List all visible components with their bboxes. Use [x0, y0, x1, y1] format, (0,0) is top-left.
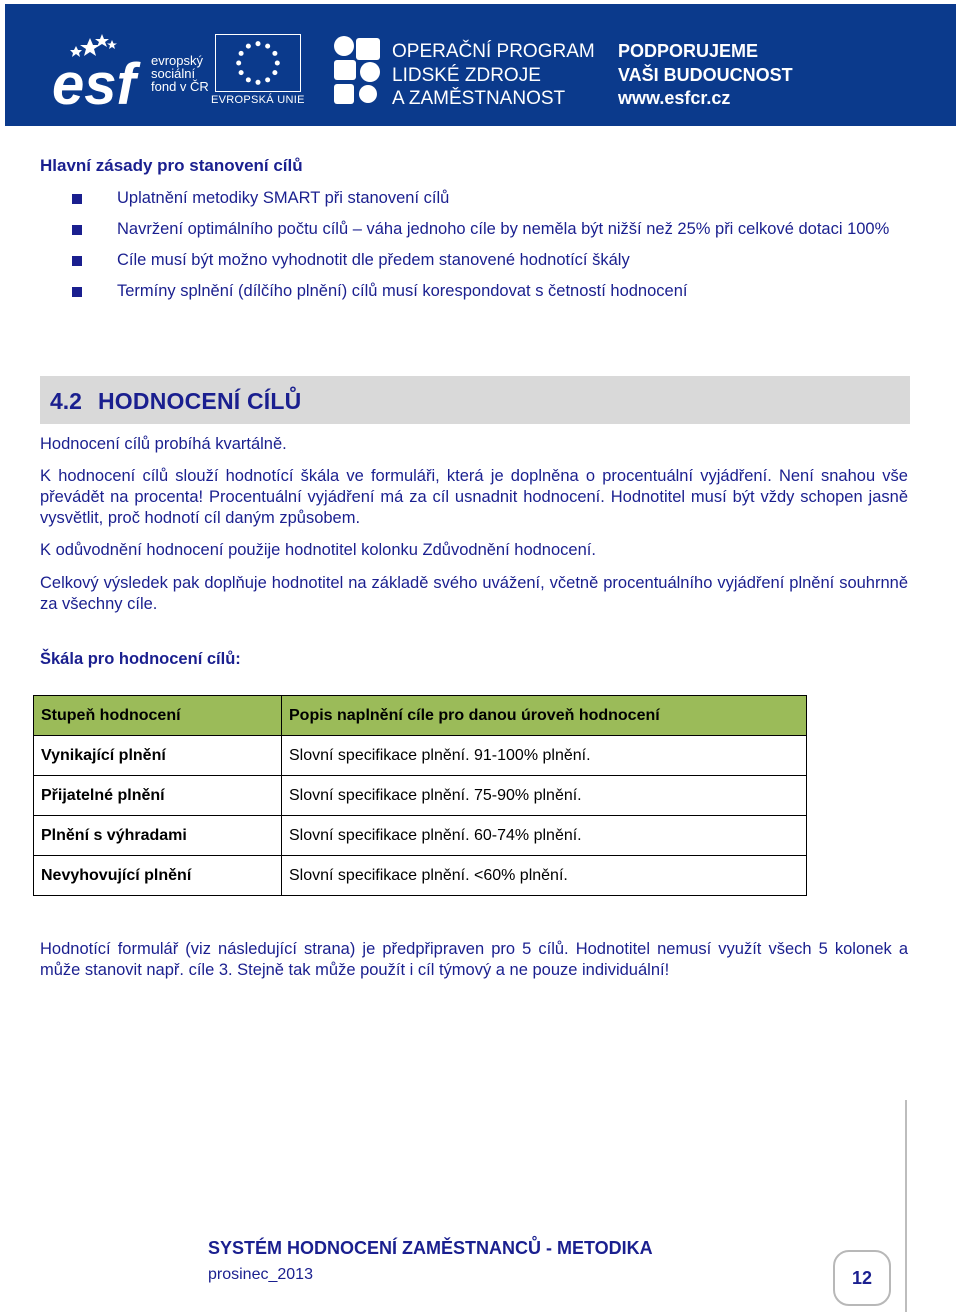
table-header-row	[34, 696, 807, 736]
table-cell: Nevyhovující plnění	[34, 856, 282, 896]
footer-title: SYSTÉM HODNOCENÍ ZAMĚSTNANCŮ - METODIKA	[208, 1238, 653, 1258]
paragraph: Hodnocení cílů probíhá kvartálně.	[40, 435, 287, 453]
list-item: Termíny splnění (dílčího plnění) cílů musí korespondovat s četností hodnocení	[70, 281, 910, 302]
bullet-square-icon	[72, 256, 82, 266]
section-title: HODNOCENÍ CÍLŮ	[98, 388, 302, 414]
table-cell: Vynikající plnění	[34, 736, 282, 776]
paragraph: Celkový výsledek pak doplňuje hodnotitel na základě svého uvážení, včetně procentuálního vyjádření plnění souhrnně za všechny cíle.	[40, 574, 908, 613]
table-cell: Slovní specifikace plnění. 60-74% plnění.	[282, 816, 807, 856]
page-number-badge	[833, 1250, 891, 1306]
paragraph: K hodnocení cílů slouží hodnotící škála ve formuláři, která je doplněna o procentuální vyjádření. Není snahou vše převádět na procenta! Procentuální vyjádření má za cíl usnadnit hodnocení. Hodnotitel musí být vždy schopen jasně vysvětlit, proč hodnotí cíl daným způsobem.	[40, 467, 908, 527]
scale-table	[33, 695, 807, 896]
podporujeme-text: PODPORUJEME VAŠI BUDOUCNOST www.esfcr.cz	[618, 40, 793, 111]
table-cell: Slovní specifikace plnění. 75-90% plnění.	[282, 776, 807, 816]
table-cell: Přijatelné plnění	[34, 776, 282, 816]
eu-label: EVROPSKÁ UNIE	[211, 94, 305, 106]
table-cell: Plnění s výhradami	[34, 816, 282, 856]
bullet-square-icon	[72, 287, 82, 297]
closing-paragraph: Hodnotící formulář (viz následující strana) je předpřipraven pro 5 cílů. Hodnotitel nemusí využít všech 5 kolonek a může stanovit např. cíle 3. Stejně tak může použít i cíl týmový a ne pouze individuální!	[40, 940, 908, 979]
esf-text: evropský sociální fond v ČR	[151, 53, 209, 94]
website-link[interactable]: www.esfcr.cz	[618, 88, 731, 108]
table-cell: Slovní specifikace plnění. 91-100% plnění.	[282, 736, 807, 776]
principles-heading: Hlavní zásady pro stanovení cílů	[40, 156, 303, 175]
table-row	[34, 776, 807, 816]
table-cell: Slovní specifikace plnění. <60% plnění.	[282, 856, 807, 896]
page-number: 12	[851, 1268, 873, 1288]
bullet-square-icon	[72, 194, 82, 204]
column-header: Popis naplnění cíle pro danou úroveň hodnocení	[282, 696, 807, 736]
column-header: Stupeň hodnocení	[34, 696, 282, 736]
table-row	[34, 856, 807, 896]
eu-flag-icon	[215, 34, 301, 92]
list-item: Navržení optimálního počtu cílů – váha jednoho cíle by neměla být nižší než 25% při celkové dotaci 100%	[70, 219, 910, 240]
list-item: Uplatnění metodiky SMART při stanovení cílů	[70, 188, 910, 209]
esf-logo-text: esf	[52, 52, 136, 112]
scale-heading: Škála pro hodnocení cílů:	[40, 650, 241, 668]
section-number: 4.2	[50, 388, 82, 414]
principles-list	[70, 188, 910, 302]
list-item: Cíle musí být možno vyhodnotit dle předem stanovené hodnotící škály	[70, 250, 910, 271]
footer-divider	[905, 1100, 907, 1312]
header-banner	[5, 4, 956, 126]
bullet-square-icon	[72, 225, 82, 235]
table-row	[34, 816, 807, 856]
op-program-text: OPERAČNÍ PROGRAM LIDSKÉ ZDROJE A ZAMĚSTNANOST	[392, 41, 595, 109]
puzzle-logo-icon	[330, 34, 384, 106]
footer-date: prosinec_2013	[208, 1266, 313, 1283]
section-heading-bar	[40, 376, 910, 424]
table-row	[34, 736, 807, 776]
paragraph: K odůvodnění hodnocení použije hodnotitel kolonku Zdůvodnění hodnocení.	[40, 541, 596, 559]
